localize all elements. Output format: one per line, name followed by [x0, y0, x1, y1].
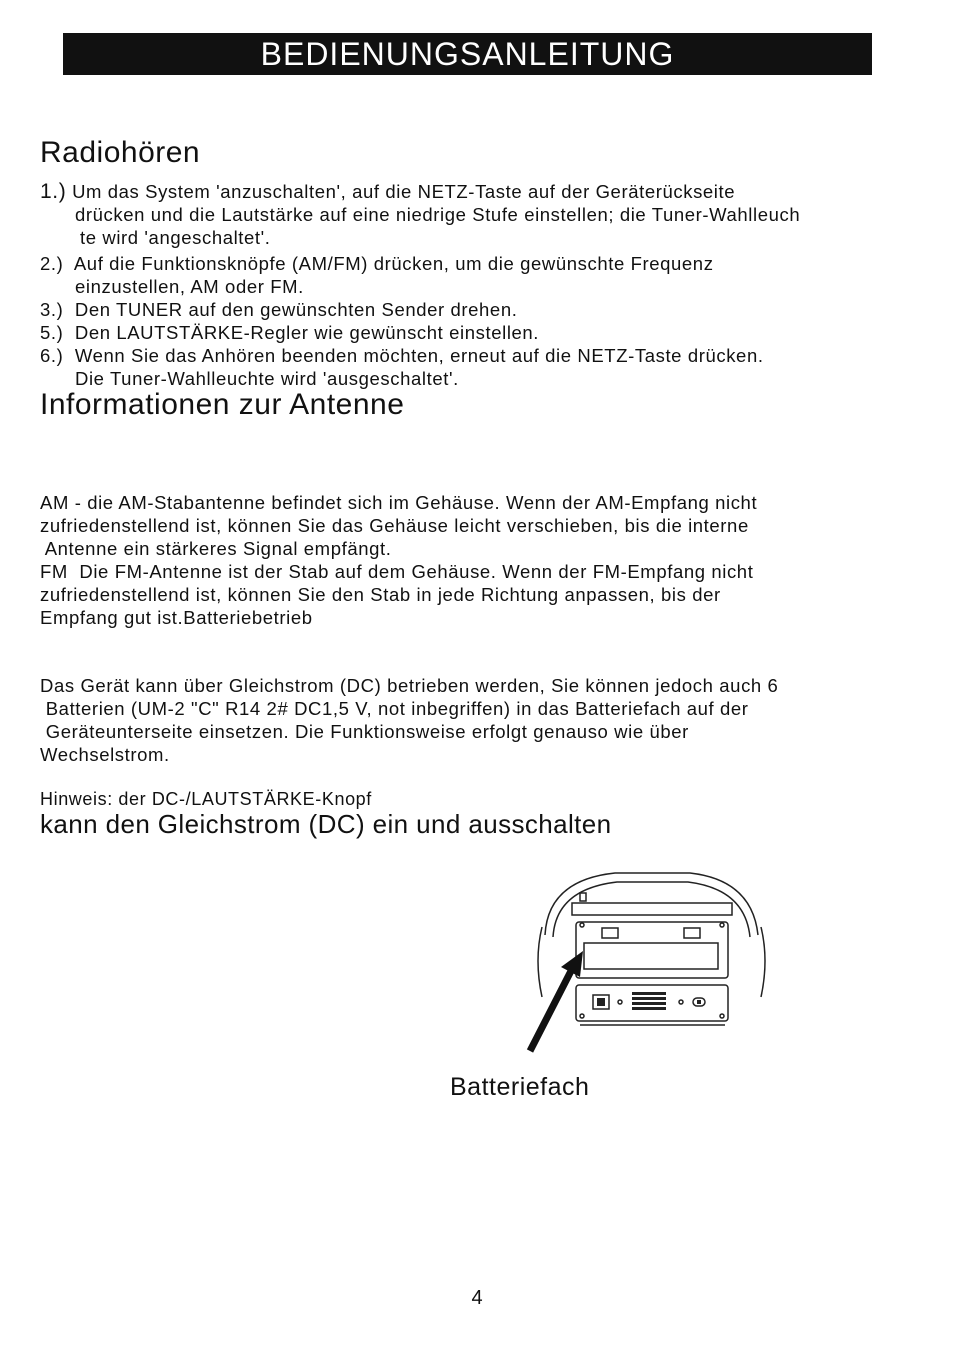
manual-title-banner: [63, 33, 872, 75]
item-line: Die Tuner-Wahlleuchte wird 'ausgeschaltet'.: [75, 368, 459, 389]
item-line: Auf die Funktionsknöpfe (AM/FM) drücken, um die gewünschte Frequenz: [73, 253, 714, 274]
item-line: te wird 'angeschaltet'.: [80, 227, 271, 248]
battery-paragraph: [40, 674, 778, 766]
item-line: Den TUNER auf den gewünschten Sender drehen.: [74, 299, 518, 320]
text-line: AM - die AM-Stabantenne befindet sich im Gehäuse. Wenn der AM-Empfang nicht: [40, 492, 758, 513]
radio-item-3: [40, 298, 517, 321]
text-line: Empfang gut ist.Batteriebetrieb: [40, 607, 313, 628]
item-line: drücken und die Lautstärke auf eine niedrige Stufe einstellen; die Tuner-Wahlleuch: [75, 204, 801, 225]
item-number: 2.): [40, 253, 64, 274]
text-line: FM Die FM-Antenne ist der Stab auf dem Gehäuse. Wenn der FM-Empfang nicht: [40, 561, 754, 582]
text-line: Antenne ein stärkeres Signal empfängt.: [40, 538, 392, 559]
text-line: zufriedenstellend ist, können Sie den Stab in jede Richtung anpassen, bis der: [40, 584, 721, 605]
item-number: 6.): [40, 345, 64, 366]
radio-illustration-svg: [520, 865, 780, 1060]
figure-caption: Batteriefach: [450, 1073, 590, 1101]
heading-radio: Radiohören: [40, 136, 201, 169]
radio-item-1: [40, 180, 800, 249]
item-number: 1.): [40, 180, 67, 203]
radio-item-6: [40, 344, 764, 390]
text-line: Geräteunterseite einsetzen. Die Funktionsweise erfolgt genauso wie über: [40, 721, 689, 742]
battery-note-large: kann den Gleichstrom (DC) ein und ausschalten: [40, 809, 612, 839]
page-number: 4: [471, 1287, 483, 1309]
text-line: Batterien (UM-2 "C" R14 2# DC1,5 V, not inbegriffen) in das Batteriefach auf der: [40, 698, 749, 719]
battery-note: Hinweis: der DC-/LAUTSTÄRKE-Knopf: [40, 789, 372, 809]
item-line: Wenn Sie das Anhören beenden möchten, erneut auf die NETZ-Taste drücken.: [74, 345, 764, 366]
manual-title: BEDIENUNGSANLEITUNG: [260, 35, 675, 72]
radio-item-2: [40, 252, 714, 298]
radio-battery-compartment-illustration: [520, 865, 780, 1060]
antenna-paragraph: [40, 491, 757, 629]
text-line: zufriedenstellend ist, können Sie das Gehäuse leicht verschieben, bis die interne: [40, 515, 749, 536]
radio-item-5: [40, 321, 539, 344]
item-line: Um das System 'anzuschalten', auf die NETZ-Taste auf der Geräterückseite: [72, 181, 736, 202]
text-line: Wechselstrom.: [40, 744, 170, 765]
item-line: einzustellen, AM oder FM.: [75, 276, 304, 297]
text-line: Das Gerät kann über Gleichstrom (DC) betrieben werden, Sie können jedoch auch 6: [40, 675, 779, 696]
item-line: Den LAUTSTÄRKE-Regler wie gewünscht einstellen.: [74, 322, 540, 343]
item-number: 5.): [40, 322, 64, 343]
item-number: 3.): [40, 299, 64, 320]
heading-antenna: Informationen zur Antenne: [40, 388, 405, 421]
